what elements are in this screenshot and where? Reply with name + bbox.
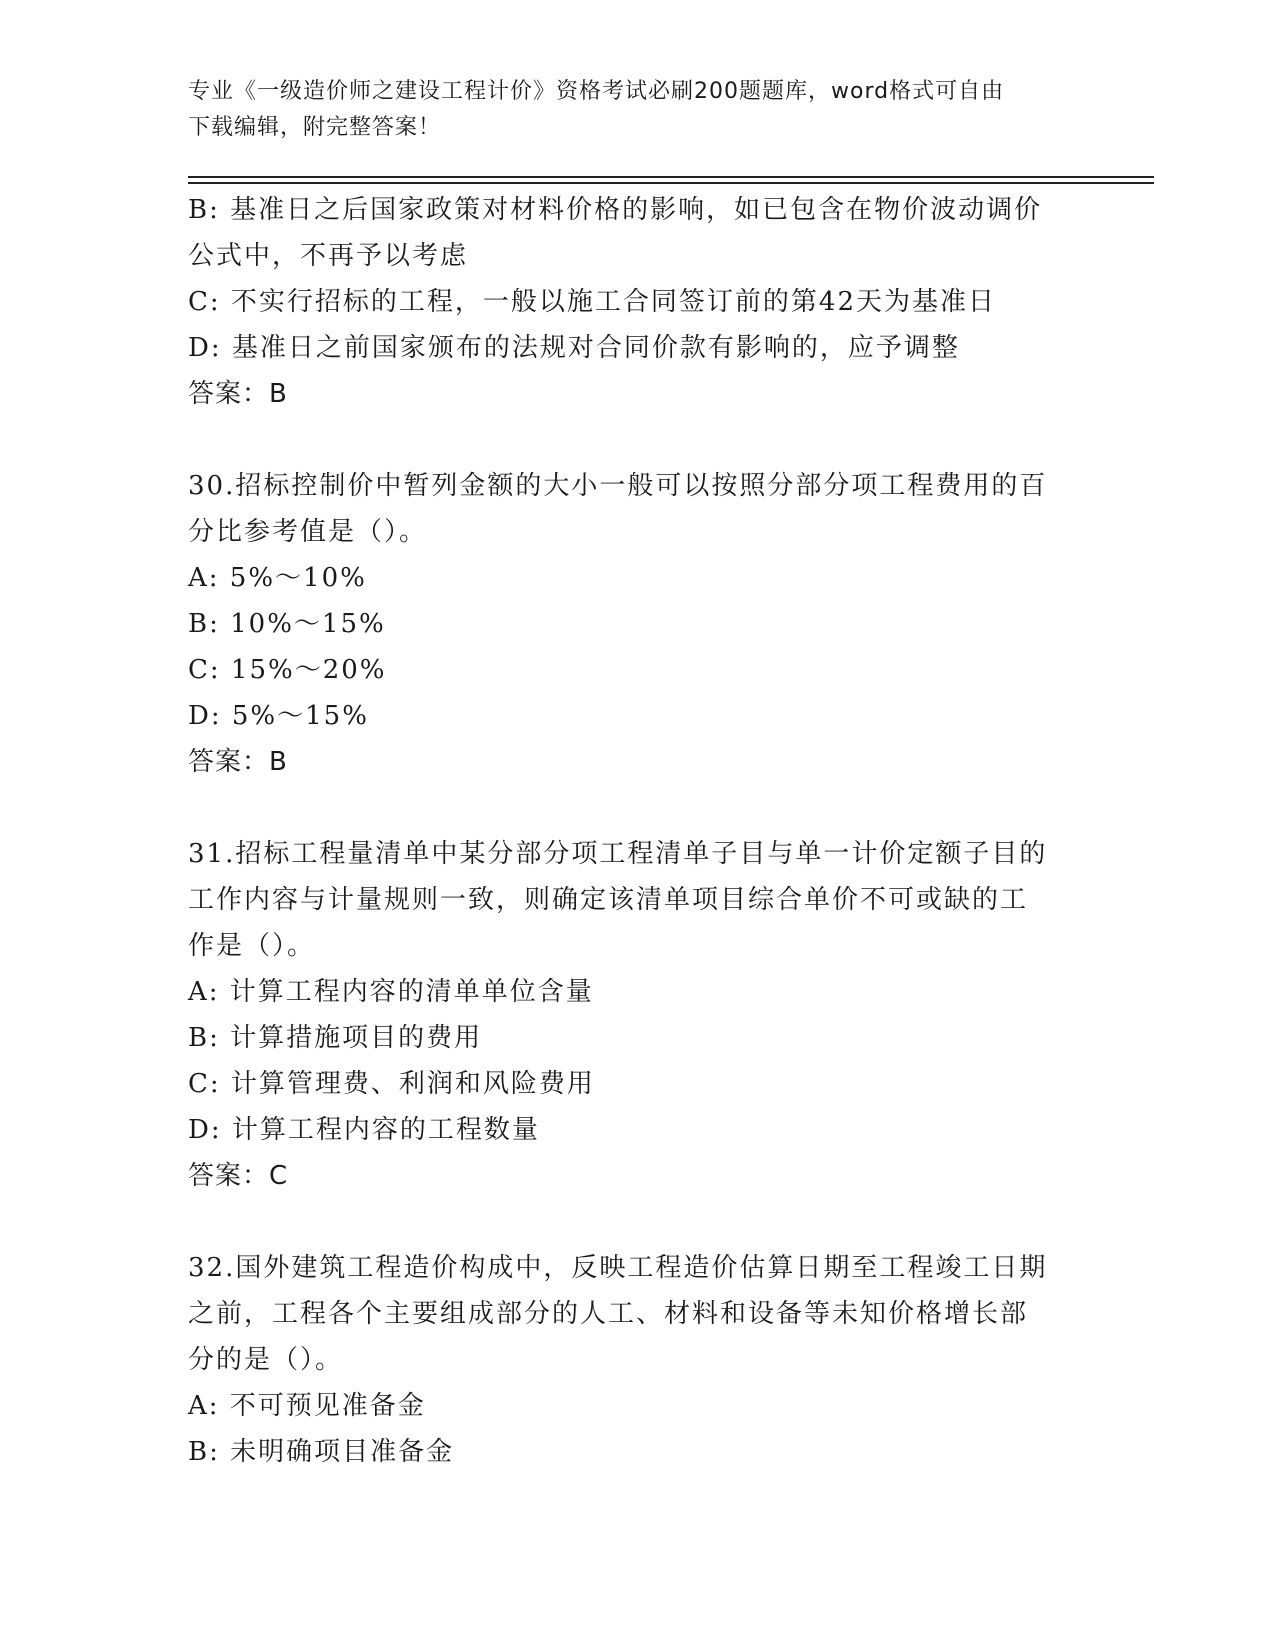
option-a: A: 不可预见准备金	[188, 1391, 426, 1421]
question-stem-line-3: 作是（）。	[188, 931, 316, 961]
option-c: C: 不实行招标的工程，一般以施工合同签订前的第42天为基准日	[188, 287, 997, 317]
answer: 答案：C	[188, 1161, 289, 1191]
option-c: C: 计算管理费、利润和风险费用	[188, 1069, 595, 1099]
option-b: B: 计算措施项目的费用	[188, 1023, 483, 1053]
header-line-2: 下载编辑，附完整答案！	[188, 115, 442, 140]
option-b-line-1: B: 基准日之后国家政策对材料价格的影响，如已包含在物价波动调价	[188, 195, 1043, 225]
question-content	[188, 187, 1088, 1475]
question-stem-line-1: 31.招标工程量清单中某分部分项工程清单子目与单一计价定额子目的	[188, 839, 1048, 869]
question-stem-line-3: 分的是（）。	[188, 1345, 344, 1375]
option-b: B: 未明确项目准备金	[188, 1437, 455, 1467]
question-stem-line-1: 30.招标控制价中暂列金额的大小一般可以按照分部分项工程费用的百	[188, 471, 1048, 501]
question-32	[188, 1245, 1088, 1475]
question-stem-line-2: 工作内容与计量规则一致，则确定该清单项目综合单价不可或缺的工	[188, 885, 1029, 915]
header-line-1: 专业《一级造价师之建设工程计价》资格考试必刷200题题库，word格式可自由	[188, 79, 1005, 104]
question-stem-line-2: 之前，工程各个主要组成部分的人工、材料和设备等未知价格增长部	[188, 1299, 1029, 1329]
answer: 答案：B	[188, 379, 288, 409]
answer: 答案：B	[188, 747, 288, 777]
question-stem-line-1: 32.国外建筑工程造价构成中，反映工程造价估算日期至工程竣工日期	[188, 1253, 1048, 1283]
header-rule-top	[188, 176, 1154, 178]
option-d: D: 计算工程内容的工程数量	[188, 1115, 540, 1145]
option-d: D: 基准日之前国家颁布的法规对合同价款有影响的，应予调整	[188, 333, 960, 363]
header-rule-bottom	[188, 182, 1154, 184]
option-d: D: 5%～15%	[188, 701, 369, 731]
document-header	[188, 74, 1078, 146]
option-a: A: 计算工程内容的清单单位含量	[188, 977, 594, 1007]
option-a: A: 5%～10%	[188, 563, 367, 593]
question-31	[188, 831, 1088, 1199]
question-stem-line-2: 分比参考值是（）。	[188, 517, 428, 547]
option-b-line-2: 公式中，不再予以考虑	[188, 241, 469, 271]
question-30	[188, 463, 1088, 785]
option-c: C: 15%～20%	[188, 655, 387, 685]
option-b: B: 10%～15%	[188, 609, 386, 639]
previous-question-continuation	[188, 187, 1088, 417]
